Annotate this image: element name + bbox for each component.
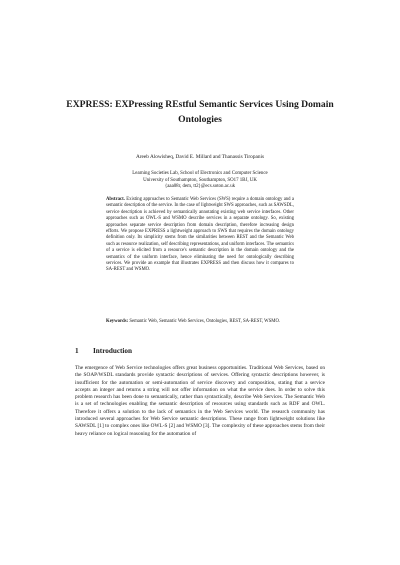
section-heading: [75, 347, 132, 356]
affiliation-block: [40, 171, 360, 191]
author-emails: {aaa08r, dem, tt2}@ecs.soton.ac.uk: [164, 184, 236, 190]
keywords: [106, 319, 294, 325]
keywords-label: Keywords:: [106, 319, 129, 324]
affiliation-university: University of Southampton, Southampton, SO17 1BJ, UK: [143, 177, 257, 183]
paper-title: EXPRESS: EXPressing REstful Semantic Services Using Domain Ontologies: [66, 99, 334, 125]
keywords-text: Semantic Web, Semantic Web Services, Ontologies, REST, SA-REST, WSMO.: [129, 319, 281, 324]
section-number: 1: [75, 347, 79, 355]
abstract: [106, 197, 294, 274]
affiliation-lab: Learning Societies Lab, School of Electronics and Computer Science: [132, 171, 268, 176]
section-title: Introduction: [93, 347, 133, 355]
abstract-label: Abstract.: [106, 197, 125, 202]
introduction-body: The emergence of Web Service technologies offers great business opportunities. Traditional Web Services, based on the SOAP/WSDL standards provide syntactic descriptions of services. Offering syntactic descriptions however, is insufficient for the automation or semi-automation of service discovery and composition, stating that a service accepts an integer and returns a string will not offer information on what the service does. In order to solve this problem research has been done to semantically, rather than syntactically, describe Web Services. The Semantic Web is a set of technologies enabling the semantic description of resources using standards such as RDF and OWL. Therefore it offers a solution to the lack of semantics in the Web Services world. The research community has introduced several approaches for Web Service semantic descriptions. These range from lightweight solutions like SAWSDL [1] to complex ones like OWL-S [2] and WSMO [3]. The complexity of these approaches stems from their heavy reliance on logical reasoning for the automation of: [75, 365, 325, 437]
author-list: Areeb Alowisheq, David E. Millard and Thanassis Tiropanis: [135, 154, 265, 160]
abstract-text: Existing approaches to Semantic Web Services (SWS) require a domain ontology and a semantic description of the service. In the case of lightweight SWS approaches, such as SAWSDL, service description is achieved by semantically annotating existing web service interfaces. Other approaches such as OWL-S and WSMO describe services in a separate ontology. So, existing approaches separate service description from domain description, therefore increasing design efforts. We propose EXPRESS a lightweight approach to SWS that requires the domain ontology definition only. Its simplicity stems from the similarities between REST and the Semantic Web such as resource realization, self describing representations, and uniform interfaces. The semantics of a service is elicited from a resource's semantic description in the domain ontology and the semantics of the uniform interface, hence eliminating the need for ontologically describing services. We provide an example that illustrates EXPRESS and then discuss how it compares to SA-REST and WSMO.: [106, 197, 294, 273]
